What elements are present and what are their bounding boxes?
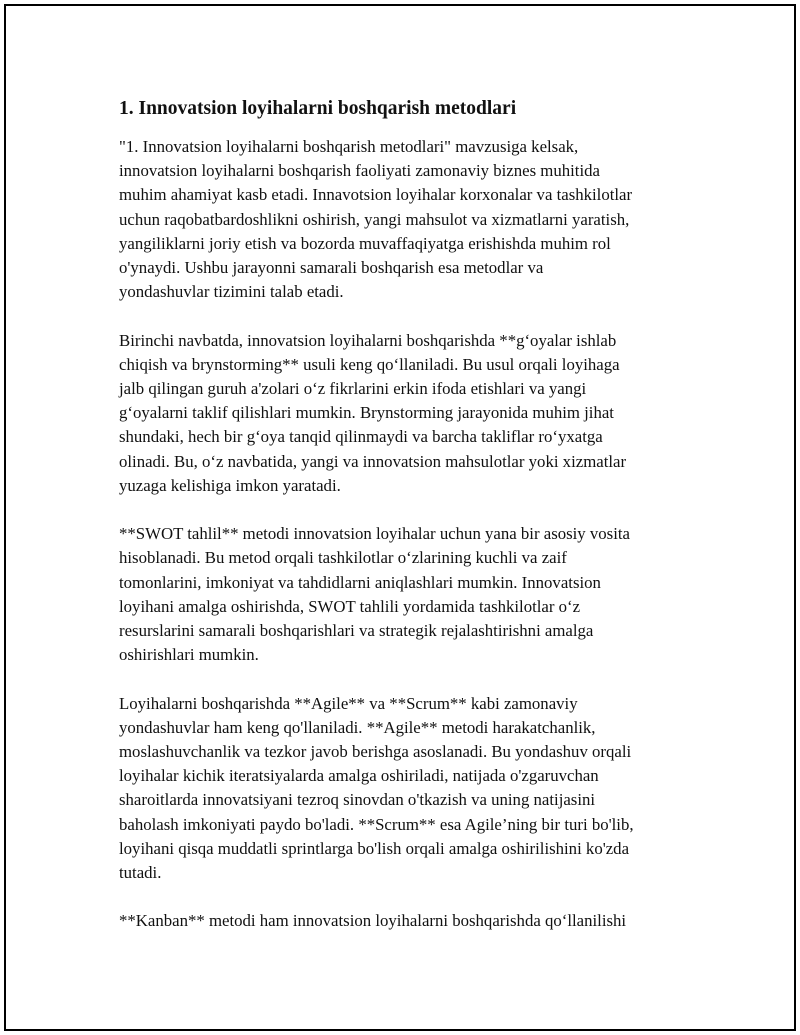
text-line: olinadi. Bu, o‘z navbatida, yangi va innovatsion mahsulotlar yoki xizmatlar [119,451,627,471]
text-line: "1. Innovatsion loyihalarni boshqarish metodlari" mavzusiga kelsak, [119,137,579,156]
page-frame [4,4,796,1031]
text-line: tomonlarini, imkoniyat va tahdidlarni aniqlashlari mumkin. Innovatsion [119,572,601,592]
section-heading: 1. Innovatsion loyihalarni boshqarish metodlari [119,98,517,119]
text-line: o'ynaydi. Ushbu jarayonni samarali boshqarish esa metodlar va [119,258,544,278]
text-line: loyihani amalga oshirishda, SWOT tahlili yordamida tashkilotlar o‘z [119,596,581,616]
text-line: moslashuvchanlik va tezkor javob berishga asoslanadi. Bu yondashuv orqali [119,742,632,762]
text-line: yangiliklarni joriy etish va bozorda muvaffaqiyatga erishishda muhim rol [119,233,611,253]
text-line: Loyihalarni boshqarishda **Agile** va **Scrum** kabi zamonaviy [119,693,578,713]
text-line: oshirishlari mumkin. [119,645,259,665]
text-line: g‘oyalarni taklif qilishlari mumkin. Brynstorming jarayonida muhim jihat [119,403,614,423]
text-line: muhim ahamiyat kasb etadi. Innavotsion loyihalar korxonalar va tashkilotlar [119,185,633,205]
paragraph-swot [119,522,699,667]
document-body [119,96,699,958]
text-line: uchun raqobatbardoshlikni oshirish, yangi mahsulot va xizmatlarni yaratish, [119,209,630,229]
text-line: hisoblanadi. Bu metod orqali tashkilotlar o‘zlarining kuchli va zaif [119,548,567,568]
text-line: jalb qilingan guruh a'zolari o‘z fikrlarini erkin ifoda etishlari va yangi [119,379,587,399]
paragraph-agile-scrum [119,692,699,886]
text-line: loyihalar kichik iteratsiyalarda amalga oshiriladi, natijada o'zgaruvchan [119,766,599,786]
text-line: yondashuvlar tizimini talab etadi. [119,282,344,302]
text-line: yuzaga kelishiga imkon yaratadi. [119,475,341,495]
text-line: shundaki, hech bir g‘oya tanqid qilinmaydi va barcha takliflar ro‘yxatga [119,427,603,447]
paragraph-kanban [119,909,699,933]
text-line: yondashuvlar ham keng qo'llaniladi. **Agile** metodi harakatchanlik, [119,717,596,737]
text-line: resurslarini samarali boshqarishlari va strategik rejalashtirishni amalga [119,621,594,641]
paragraph-intro [119,135,699,304]
text-line: **SWOT tahlil** metodi innovatsion loyihalar uchun yana bir asosiy vosita [119,524,630,544]
text-line: Birinchi navbatda, innovatsion loyihalarni boshqarishda **g‘oyalar ishlab [119,330,617,350]
paragraph-brainstorming [119,329,699,498]
text-line: **Kanban** metodi ham innovatsion loyihalarni boshqarishda qo‘llanilishi [119,911,627,931]
text-line: innovatsion loyihalarni boshqarish faoliyati zamonaviy biznes muhitida [119,161,600,181]
text-line: loyihani qisqa muddatli sprintlarga bo'lish orqali amalga oshirilishini ko'zda [119,838,630,858]
text-line: sharoitlarda innovatsiyani tezroq sinovdan o'tkazish va uning natijasini [119,790,596,810]
text-line: tutadi. [119,863,162,883]
text-line: baholash imkoniyati paydo bo'ladi. **Scrum** esa Agile’ning bir turi bo'lib, [119,814,634,834]
text-line: chiqish va brynstorming** usuli keng qo‘llaniladi. Bu usul orqali loyihaga [119,354,620,374]
